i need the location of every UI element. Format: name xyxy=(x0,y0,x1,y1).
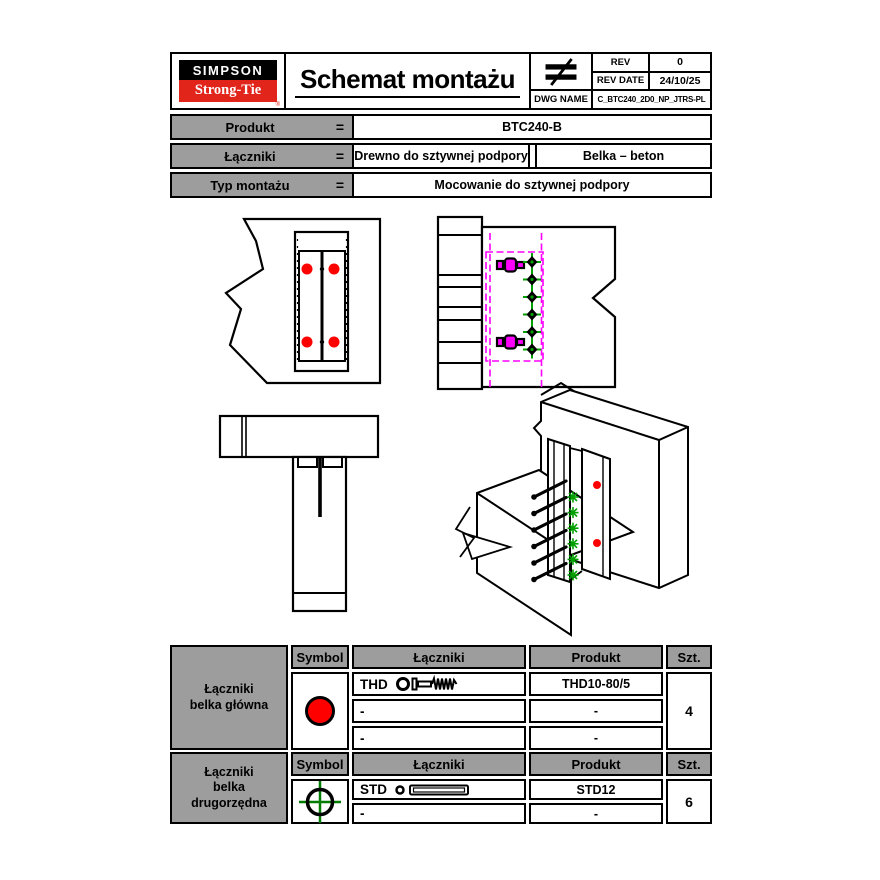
mounting-type-row xyxy=(170,172,712,198)
iso-thd-marker xyxy=(593,481,601,489)
fasteners-row xyxy=(170,143,712,169)
fastener-code: THD xyxy=(360,676,388,692)
group-label-secondary-beam xyxy=(170,752,288,824)
row-label-cell xyxy=(172,174,354,196)
col-header-fasteners: Łączniki xyxy=(352,752,526,776)
symbol-cell-std xyxy=(291,779,349,824)
col-header-qty: Szt. xyxy=(666,645,712,669)
isometric-view xyxy=(456,390,688,635)
rev-value: 0 xyxy=(650,54,710,71)
dwg-name-value: C_BTC240_2D0_NP_JTRS-PL xyxy=(593,91,710,108)
fastener-code: STD xyxy=(360,782,387,797)
qty-cell: 4 xyxy=(666,672,712,750)
simpson-strongtie-logo xyxy=(179,60,277,102)
title-block xyxy=(170,52,712,110)
equals-sign: = xyxy=(335,119,345,135)
row-label-cell xyxy=(172,116,354,138)
group-label-line: Łączniki xyxy=(204,681,254,696)
row-label: Typ montażu xyxy=(210,177,290,193)
product-cell: - xyxy=(529,726,663,750)
revision-block xyxy=(531,54,710,108)
logo-simpson-text: SIMPSON xyxy=(179,60,277,80)
fastener-table-secondary-beam xyxy=(170,752,712,824)
front-view xyxy=(226,219,380,383)
group-label-line: belka xyxy=(213,780,245,795)
row-label: Łączniki xyxy=(224,148,276,164)
equals-sign: = xyxy=(335,177,345,193)
qty-cell: 6 xyxy=(666,779,712,824)
col-header-symbol: Symbol xyxy=(291,645,349,669)
fastener-cell: - xyxy=(352,726,526,750)
col-header-product: Produkt xyxy=(529,645,663,669)
crosshair-circle-symbol xyxy=(297,779,343,825)
row-label-cell xyxy=(172,145,354,167)
rev-date-label: REV DATE xyxy=(593,73,648,90)
mounting-type-value: Mocowanie do sztywnej podpory xyxy=(434,178,630,192)
fastener-cell: - xyxy=(352,803,526,824)
logo-strongtie-text: Strong-Tie xyxy=(179,80,277,102)
page-title: Schemat montażu xyxy=(295,64,520,98)
thd-screw-icon xyxy=(395,675,459,693)
iso-thd-marker xyxy=(593,539,601,547)
col-header-qty: Szt. xyxy=(666,752,712,776)
fastener-table-main-beam xyxy=(170,645,712,750)
product-row xyxy=(170,114,712,140)
red-circle-symbol xyxy=(305,696,335,726)
product-value: BTC240-B xyxy=(502,120,562,134)
col-header-product: Produkt xyxy=(529,752,663,776)
product-info-table xyxy=(170,114,712,201)
registered-mark: ® xyxy=(275,102,280,108)
top-view xyxy=(220,416,378,611)
logo-cell xyxy=(172,54,286,108)
fasteners-value-1: Drewno do sztywnej podpory xyxy=(354,145,530,167)
fastener-cell xyxy=(352,672,526,696)
row-label: Produkt xyxy=(225,119,275,135)
not-equal-icon xyxy=(539,57,583,87)
product-cell: STD12 xyxy=(529,779,663,800)
group-label-line: belka główna xyxy=(189,697,269,712)
std-pin-icon xyxy=(394,782,472,798)
col-header-symbol: Symbol xyxy=(291,752,349,776)
symbol-cell-thd xyxy=(291,672,349,750)
fastener-cell: - xyxy=(352,699,526,723)
rev-label: REV xyxy=(593,54,648,71)
rev-date-value: 24/10/25 xyxy=(650,73,710,90)
fastener-cell xyxy=(352,779,526,800)
product-cell: - xyxy=(529,803,663,824)
group-label-line: drugorzędna xyxy=(191,795,267,810)
technical-drawing xyxy=(170,197,712,645)
side-view xyxy=(438,217,615,395)
group-label-line: Łączniki xyxy=(204,764,254,779)
fasteners-value-2: Belka – beton xyxy=(535,145,710,167)
product-cell: - xyxy=(529,699,663,723)
equals-sign: = xyxy=(335,148,345,164)
dwg-name-label: DWG NAME xyxy=(531,91,591,108)
title-cell xyxy=(286,54,531,108)
col-header-fasteners: Łączniki xyxy=(352,645,526,669)
projection-symbol-cell xyxy=(531,54,591,89)
product-cell: THD10-80/5 xyxy=(529,672,663,696)
group-label-main-beam xyxy=(170,645,288,750)
